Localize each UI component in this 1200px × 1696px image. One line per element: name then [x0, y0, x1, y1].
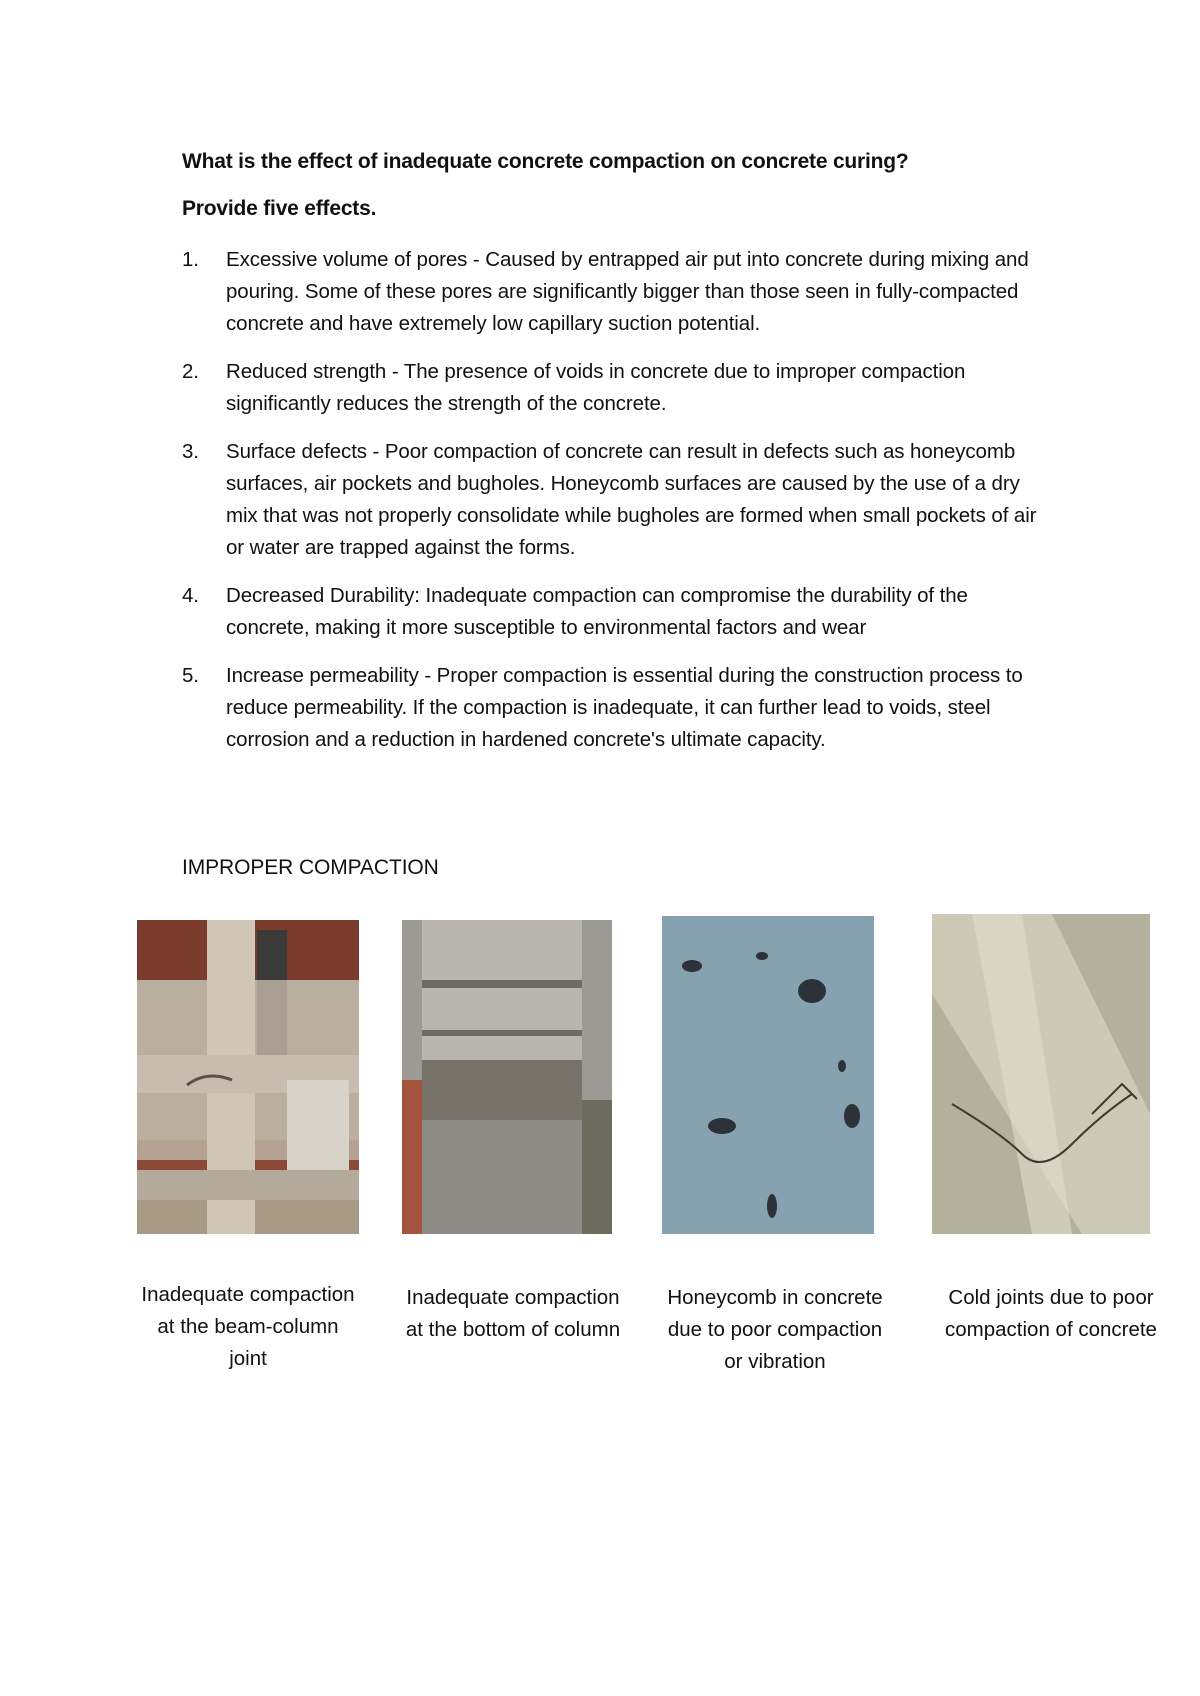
list-item-number: 2.: [182, 360, 199, 383]
list-item: [182, 660, 1042, 756]
list-item-number: 3.: [182, 440, 199, 463]
figure-caption-cold-joints: Cold joints due to poor compaction of concrete: [945, 1286, 1157, 1341]
question-subtitle: Provide five effects.: [182, 197, 377, 220]
list-item-number: 4.: [182, 584, 199, 607]
list-item-text: Excessive volume of pores - Caused by entrapped air put into concrete during mixing and pouring. Some of these pores are significantly bigger than those seen in fully-compacted concrete and have extremely low capillary suction potential.: [226, 248, 1029, 335]
list-item-text: Decreased Durability: Inadequate compaction can compromise the durability of the concrete, making it more susceptible to environmental factors and wear: [226, 584, 968, 639]
cold-joints-photo: [932, 914, 1150, 1234]
list-item-text: Increase permeability - Proper compaction is essential during the construction process to reduce permeability. If the compaction is inadequate, it can further lead to voids, steel corrosion and a reduction in hardened concrete's ultimate capacity.: [226, 664, 1023, 751]
honeycomb-photo: [662, 916, 874, 1234]
list-item: [182, 580, 1042, 644]
figure-caption-column-bottom: Inadequate compaction at the bottom of column: [405, 1286, 621, 1341]
effects-list: [182, 244, 1042, 772]
list-item-number: 5.: [182, 664, 199, 687]
list-item-text: Reduced strength - The presence of voids in concrete due to improper compaction significantly reduces the strength of the concrete.: [226, 360, 966, 415]
question-title: What is the effect of inadequate concrete compaction on concrete curing?: [182, 150, 909, 173]
section-title: IMPROPER COMPACTION: [182, 856, 439, 879]
list-item-text: Surface defects - Poor compaction of concrete can result in defects such as honeycomb surfaces, air pockets and bugholes. Honeycomb surfaces are caused by the use of a dry mix that was not properly consolidate while bugholes are formed when small pockets of air or water are trapped against the forms.: [226, 440, 1037, 559]
beam-column-joint-photo: [137, 920, 359, 1234]
list-item: [182, 244, 1042, 340]
list-item: [182, 436, 1042, 564]
figure-caption-honeycomb: Honeycomb in concrete due to poor compaction or vibration: [667, 1286, 883, 1373]
list-item: [182, 356, 1042, 420]
list-item-number: 1.: [182, 248, 199, 271]
column-bottom-photo: [402, 920, 612, 1234]
figure-caption-beam-column: Inadequate compaction at the beam-column joint: [141, 1283, 355, 1370]
